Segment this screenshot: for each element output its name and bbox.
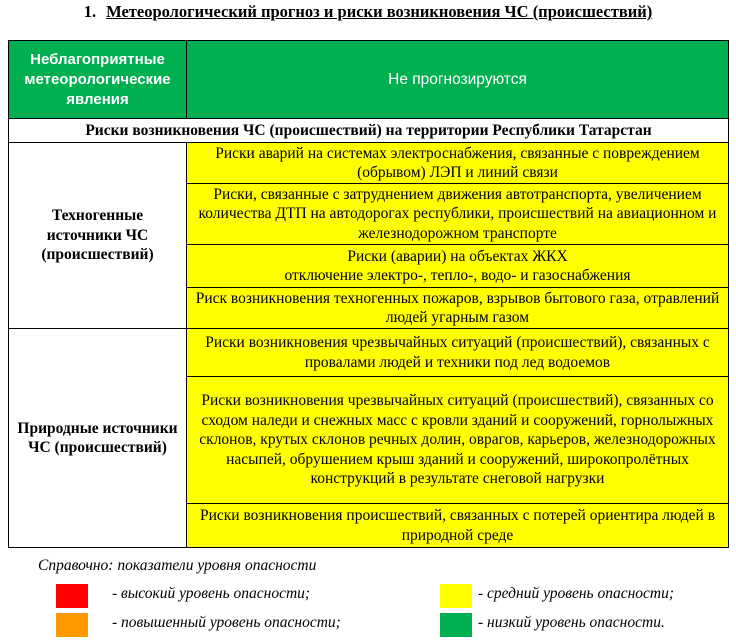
legend-swatch-medium (440, 584, 472, 608)
risk-table (8, 40, 729, 548)
risk-cell: Риски возникновения происшествий, связанных с потерей ориентира людей в природной среде (187, 504, 729, 548)
risk-cell: Риски аварий на системах электроснабжения, связанные с повреждением (обрывом) ЛЭП и линий связи (187, 143, 729, 184)
legend-swatch-low (440, 613, 472, 637)
legend-label-low: - низкий уровень опасности. (478, 614, 665, 631)
risk-row (9, 329, 729, 377)
heading-number: 1. (83, 2, 97, 21)
risk-cell: Риски (аварии) на объектах ЖКХ отключение электро-, тепло-, водо- и газоснабжения (187, 245, 729, 288)
heading-text: Метеорологический прогноз и риски возникновения ЧС (происшествий) (106, 2, 653, 21)
group-label-natural: Природные источники ЧС (происшествий) (9, 329, 187, 548)
risk-cell: Риски возникновения чрезвычайных ситуаций (происшествий), связанных с провалами людей и техники под лед водоемов (187, 329, 729, 377)
weather-label: Неблагоприятные метеорологические явления (9, 41, 187, 119)
legend-label-medium: - средний уровень опасности; (478, 585, 675, 602)
risk-cell: Риски возникновения чрезвычайных ситуаций (происшествий), связанных со сходом наледи и снежных масс с кровли зданий и сооружений, горнолыжных склонов, крутых склонов речных долин, оврагов, карьеров, железнодорожных насыпей, обрушением крыш зданий и сооружений, широкопролётных конструкций в результате снеговой нагрузки (187, 377, 729, 504)
legend-title: Справочно: показатели уровня опасности (38, 557, 317, 574)
risk-row (9, 143, 729, 184)
legend-swatch-elevated (56, 613, 88, 637)
group-label-technogenic: Техногенные источники ЧС (происшествий) (9, 143, 187, 329)
risk-cell: Риск возникновения техногенных пожаров, взрывов бытового газа, отравлений людей угарным газом (187, 288, 729, 329)
legend-label-high: - высокий уровень опасности; (112, 585, 311, 602)
weather-value: Не прогнозируются (187, 41, 729, 119)
risk-cell: Риски, связанные с затруднением движения автотранспорта, увеличением количества ДТП на автодорогах республики, происшествий на авиационном и железнодорожном транспорте (187, 184, 729, 245)
section-row (9, 119, 729, 143)
section-title: Риски возникновения ЧС (происшествий) на территории Республики Татарстан (9, 119, 729, 143)
weather-row (9, 41, 729, 119)
legend-label-elevated: - повышенный уровень опасности; (112, 614, 341, 631)
legend-swatch-high (56, 584, 88, 608)
document-heading (0, 0, 736, 26)
